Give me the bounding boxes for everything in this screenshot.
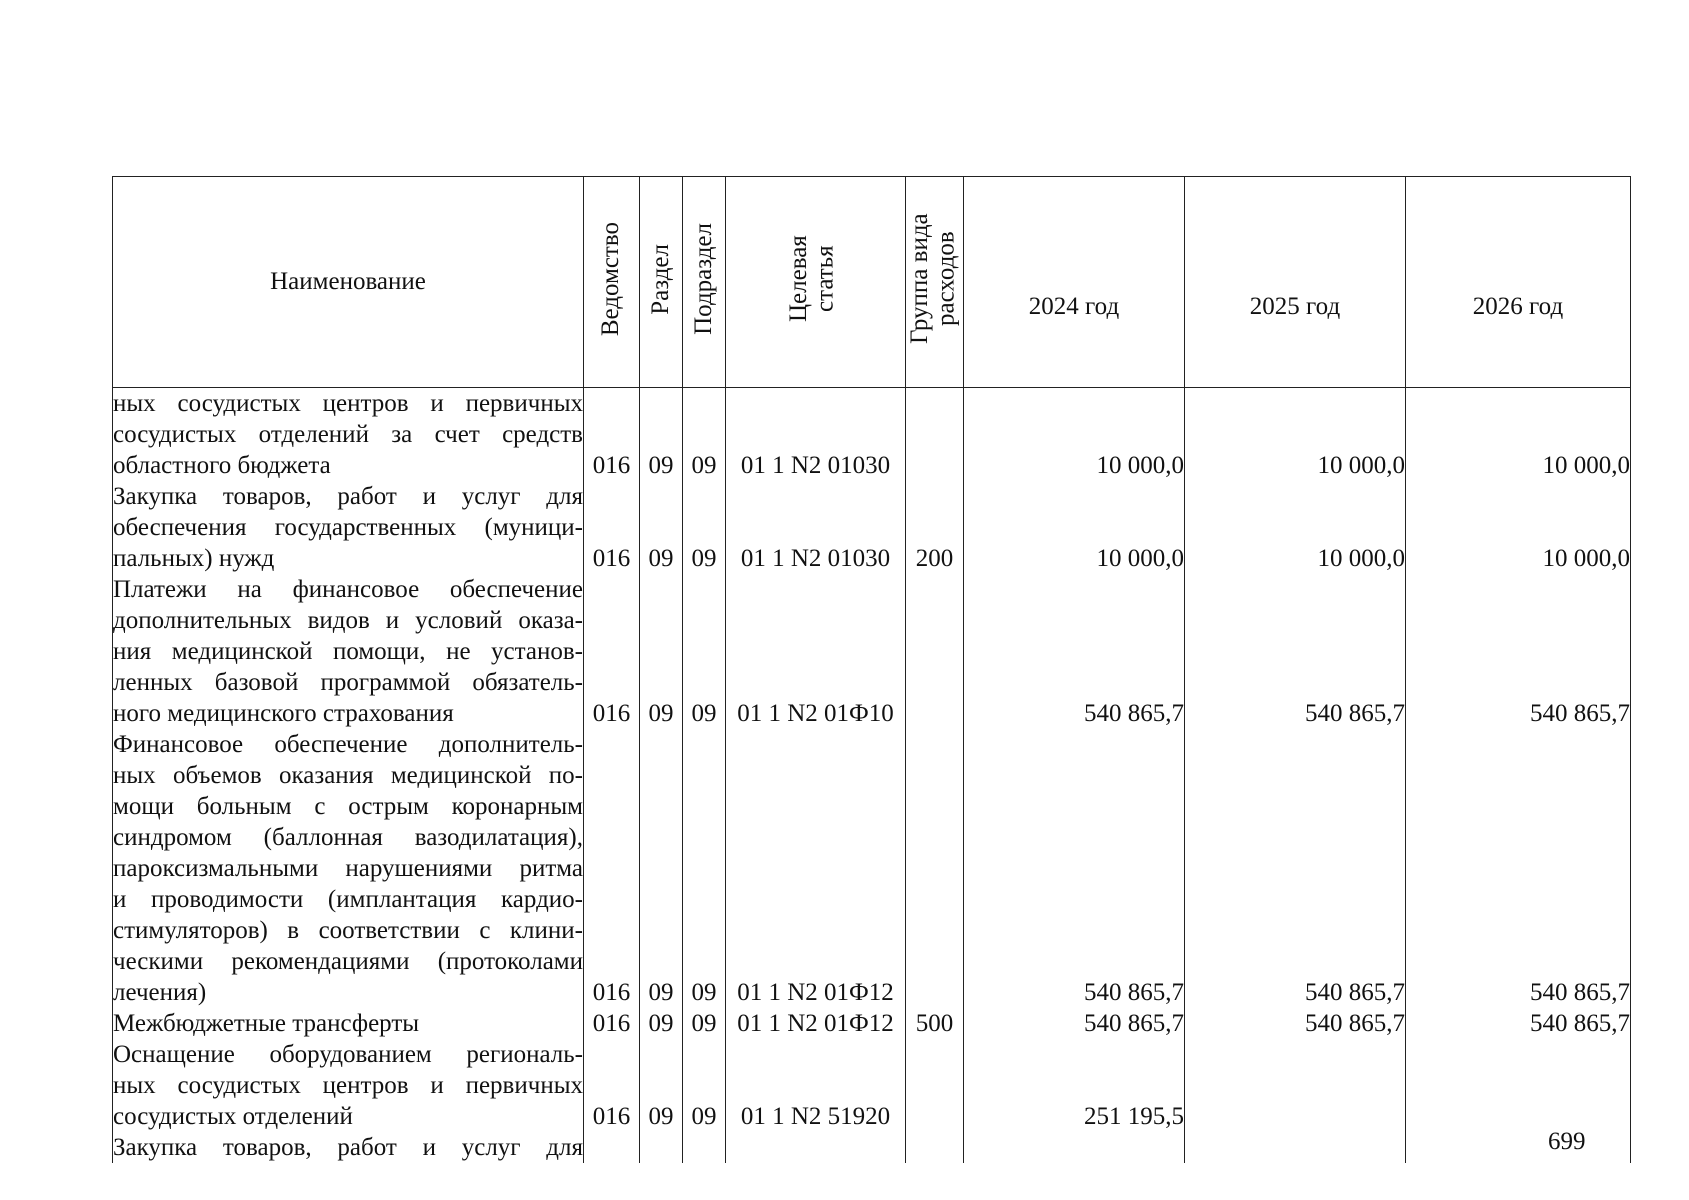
- table-row: [113, 388, 1631, 482]
- cell-subsection: 09: [683, 574, 726, 729]
- cell-y2025: [1185, 1039, 1406, 1132]
- cell-y2025: 540 865,7: [1185, 1008, 1406, 1039]
- cell-y2024: 540 865,7: [964, 1008, 1185, 1039]
- cell-target-item: 01 1 N2 01030: [726, 481, 906, 574]
- name-line: Финансовое обеспечение дополнитель-: [113, 731, 583, 758]
- cell-name: [113, 1039, 584, 1132]
- name-line: пароксизмальными нарушениями ритма: [113, 855, 583, 882]
- name-line: ния медицинской помощи, не установ-: [113, 638, 583, 665]
- cell-y2026: 540 865,7: [1406, 729, 1631, 1008]
- cell-name: [113, 481, 584, 574]
- cell-name: [113, 729, 584, 1008]
- header-2025: 2025 год: [1185, 177, 1406, 388]
- cell-expense-group: [906, 1039, 964, 1132]
- cell-subsection: 09: [683, 388, 726, 482]
- empty-cell: [1406, 1132, 1631, 1163]
- name-line: лечения): [113, 979, 207, 1006]
- header-section: Раздел: [640, 177, 683, 388]
- name-line: Закупка товаров, работ и услуг для: [113, 483, 583, 510]
- cell-y2024: 10 000,0: [964, 481, 1185, 574]
- name-line: ного медицинского страхования: [113, 700, 454, 727]
- empty-cell: [906, 1132, 964, 1163]
- cell-subsection: 09: [683, 1008, 726, 1039]
- header-subsection: Подраздел: [683, 177, 726, 388]
- cell-name: [113, 388, 584, 482]
- table-row: [113, 574, 1631, 729]
- cell-target-item: 01 1 N2 01Ф10: [726, 574, 906, 729]
- cell-y2024: 251 195,5: [964, 1039, 1185, 1132]
- cell-section: 09: [640, 1039, 683, 1132]
- cell-section: 09: [640, 729, 683, 1008]
- name-line: ных сосудистых центров и первичных: [113, 390, 583, 417]
- name-line: и проводимости (имплантация кардио-: [113, 886, 583, 913]
- name-line: Платежи на финансовое обеспечение: [113, 576, 583, 603]
- table-row: [113, 1039, 1631, 1132]
- cell-department: 016: [584, 574, 640, 729]
- cell-target-item: 01 1 N2 01Ф12: [726, 1008, 906, 1039]
- name-line: сосудистых отделений за счет средств: [113, 421, 583, 448]
- empty-cell: [1185, 1132, 1406, 1163]
- cell-expense-group: [906, 729, 964, 1008]
- page-number: 699: [1548, 1128, 1586, 1155]
- cell-section: 09: [640, 574, 683, 729]
- cell-name: [113, 1008, 584, 1039]
- table-row: [113, 481, 1631, 574]
- header-name: Наименование: [113, 177, 584, 388]
- name-line: ных сосудистых центров и первичных: [113, 1072, 583, 1099]
- name-line: Закупка товаров, работ и услуг для: [113, 1134, 583, 1161]
- cell-section: 09: [640, 388, 683, 482]
- cell-department: 016: [584, 1039, 640, 1132]
- name-line: областного бюджета: [113, 452, 331, 479]
- cell-department: 016: [584, 481, 640, 574]
- cell-department: 016: [584, 1008, 640, 1039]
- empty-cell: [964, 1132, 1185, 1163]
- cell-subsection: 09: [683, 481, 726, 574]
- header-2024: 2024 год: [964, 177, 1185, 388]
- name-line: мощи больным с острым коронарным: [113, 793, 583, 820]
- name-line: ческими рекомендациями (протоколами: [113, 948, 583, 975]
- table-header-row: [113, 177, 1631, 388]
- cell-y2025: 10 000,0: [1185, 388, 1406, 482]
- cell-subsection: 09: [683, 1039, 726, 1132]
- table-body: [113, 388, 1631, 1164]
- cell-target-item: 01 1 N2 51920: [726, 1039, 906, 1132]
- cell-y2025: 540 865,7: [1185, 729, 1406, 1008]
- name-line: ных объемов оказания медицинской по-: [113, 762, 583, 789]
- cell-y2025: 10 000,0: [1185, 481, 1406, 574]
- cell-y2025: 540 865,7: [1185, 574, 1406, 729]
- header-department: Ведомство: [584, 177, 640, 388]
- name-line: стимуляторов) в соответствии с клини-: [113, 917, 583, 944]
- table-row: [113, 1008, 1631, 1039]
- name-line: Оснащение оборудованием региональ-: [113, 1041, 583, 1068]
- cell-y2026: 540 865,7: [1406, 1008, 1631, 1039]
- name-line: обеспечения государственных (муници-: [113, 514, 583, 541]
- cell-y2024: 540 865,7: [964, 574, 1185, 729]
- name-line: дополнительных видов и условий оказа-: [113, 607, 583, 634]
- header-2026: 2026 год: [1406, 177, 1631, 388]
- cell-target-item: 01 1 N2 01030: [726, 388, 906, 482]
- cell-expense-group: 200: [906, 481, 964, 574]
- cell-department: 016: [584, 729, 640, 1008]
- cell-subsection: 09: [683, 729, 726, 1008]
- cell-expense-group: 500: [906, 1008, 964, 1039]
- cell-expense-group: [906, 388, 964, 482]
- cell-y2026: [1406, 1039, 1631, 1132]
- empty-cell: [726, 1132, 906, 1163]
- header-target-item: Целевая статья: [726, 177, 906, 388]
- cell-y2024: 10 000,0: [964, 388, 1185, 482]
- cell-y2024: 540 865,7: [964, 729, 1185, 1008]
- empty-cell: [683, 1132, 726, 1163]
- empty-cell: [584, 1132, 640, 1163]
- empty-cell: [640, 1132, 683, 1163]
- table-row: [113, 1132, 1631, 1163]
- cell-name: [113, 574, 584, 729]
- cell-y2026: 10 000,0: [1406, 388, 1631, 482]
- cell-target-item: 01 1 N2 01Ф12: [726, 729, 906, 1008]
- cell-section: 09: [640, 1008, 683, 1039]
- cell-department: 016: [584, 388, 640, 482]
- budget-table: [112, 176, 1631, 1163]
- name-line: синдромом (баллонная вазодилатация),: [113, 824, 583, 851]
- name-line: пальных) нужд: [113, 545, 275, 572]
- header-expense-group: Группа вида расходов: [906, 177, 964, 388]
- table-row: [113, 729, 1631, 1008]
- cell-name: [113, 1132, 584, 1163]
- name-line: сосудистых отделений: [113, 1103, 353, 1130]
- name-line: Межбюджетные трансферты: [113, 1010, 420, 1037]
- cell-section: 09: [640, 481, 683, 574]
- name-line: ленных базовой программой обязатель-: [113, 669, 583, 696]
- cell-y2026: 10 000,0: [1406, 481, 1631, 574]
- cell-y2026: 540 865,7: [1406, 574, 1631, 729]
- cell-expense-group: [906, 574, 964, 729]
